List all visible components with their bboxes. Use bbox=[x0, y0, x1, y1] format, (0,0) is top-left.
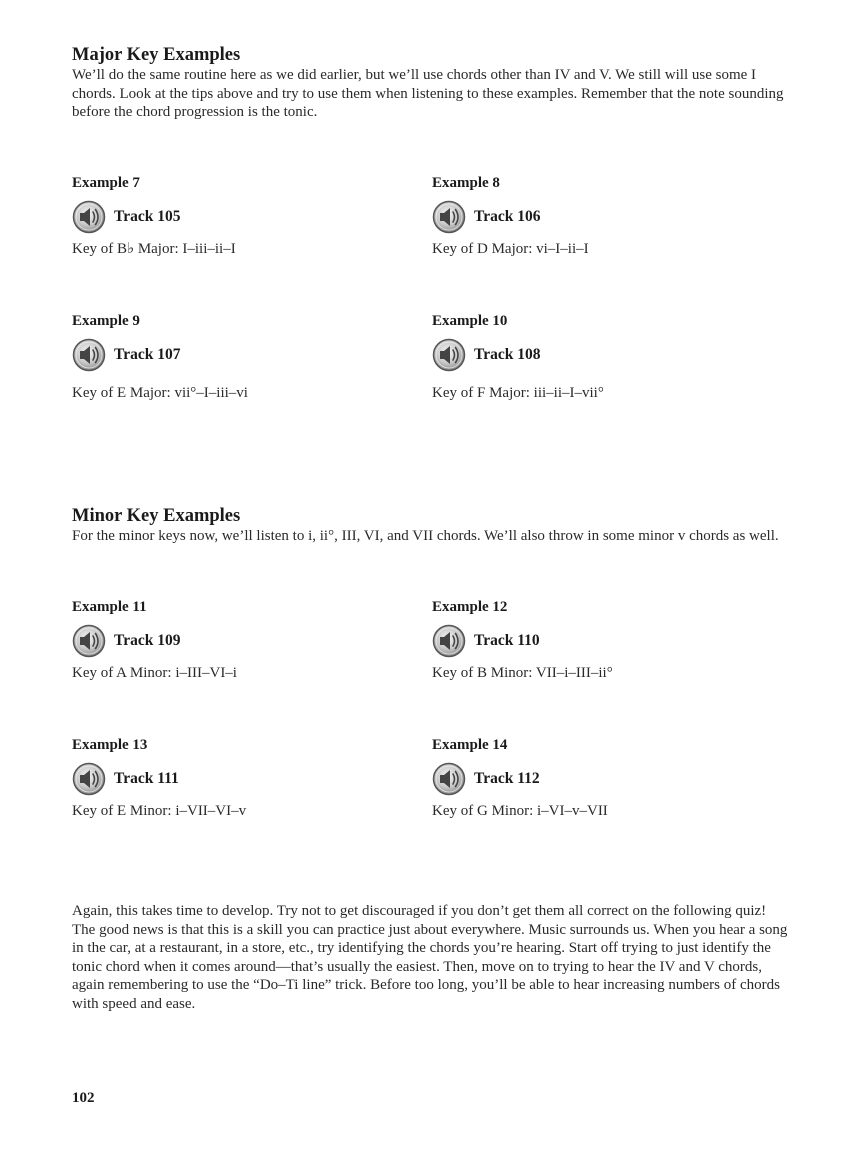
closing-paragraph: Again, this takes time to develop. Try not to get discouraged if you don’t get them all correct on the following quiz! The good news is that this is a skill you can practice just about everywhere. Music surrounds us. When you hear a song in the car, at a restaurant, in a store, etc., try identifying the chords you’re hearing. Start off trying to just identify the tonic chord when it comes around—that’s usually the easiest. Then, move on to trying to hear the IV and V chords, again remembering to use the “Do–Ti line” trick. Before too long, you’ll be able to hear increasing numbers of chords with speed and ease. bbox=[72, 903, 788, 1012]
key-progression: Key of G Minor: i–VI–v–VII bbox=[432, 803, 608, 819]
example-title: Example 14 bbox=[432, 737, 508, 753]
page-number: 102 bbox=[72, 1090, 95, 1106]
track-row[interactable] bbox=[432, 338, 772, 372]
track-row[interactable] bbox=[72, 762, 412, 796]
track-label[interactable]: Track 106 bbox=[474, 208, 541, 225]
section-heading: Minor Key Examples bbox=[72, 506, 241, 526]
track-row[interactable] bbox=[72, 338, 412, 372]
key-progression: Key of A Minor: i–III–VI–i bbox=[72, 665, 237, 681]
key-progression: Key of B Minor: VII–i–III–ii° bbox=[432, 665, 613, 681]
track-row[interactable] bbox=[72, 200, 412, 234]
track-label[interactable]: Track 105 bbox=[114, 208, 181, 225]
speaker-icon[interactable] bbox=[432, 338, 466, 372]
section-intro: We’ll do the same routine here as we did earlier, but we’ll use chords other than IV and V. We still will use some I chords. Look at the tips above and try to use them when listening to these examples. Remember that the note sounding before the chord progression is the tonic. bbox=[72, 67, 784, 121]
example-title: Example 11 bbox=[72, 599, 147, 615]
example-title: Example 9 bbox=[72, 313, 140, 329]
section-intro: For the minor keys now, we’ll listen to i, ii°, III, VI, and VII chords. We’ll also throw in some minor v chords as well. bbox=[72, 528, 779, 544]
track-label[interactable]: Track 110 bbox=[474, 632, 540, 649]
key-progression: Key of E Major: vii°–I–iii–vi bbox=[72, 385, 248, 401]
example-block bbox=[432, 174, 772, 258]
track-row[interactable] bbox=[72, 624, 412, 658]
major-key-section bbox=[72, 44, 792, 122]
speaker-icon[interactable] bbox=[72, 338, 106, 372]
example-block bbox=[72, 174, 412, 258]
section-heading: Major Key Examples bbox=[72, 45, 241, 65]
example-title: Example 10 bbox=[432, 313, 508, 329]
key-progression: Key of B♭ Major: I–iii–ii–I bbox=[72, 241, 236, 257]
track-label[interactable]: Track 107 bbox=[114, 346, 181, 363]
speaker-icon[interactable] bbox=[432, 762, 466, 796]
track-row[interactable] bbox=[432, 200, 772, 234]
example-block bbox=[72, 598, 412, 682]
key-progression: Key of F Major: iii–ii–I–vii° bbox=[432, 385, 604, 401]
example-block bbox=[432, 736, 772, 820]
track-label[interactable]: Track 108 bbox=[474, 346, 541, 363]
speaker-icon[interactable] bbox=[432, 200, 466, 234]
example-title: Example 12 bbox=[432, 599, 508, 615]
speaker-icon[interactable] bbox=[72, 624, 106, 658]
speaker-icon[interactable] bbox=[432, 624, 466, 658]
key-progression: Key of D Major: vi–I–ii–I bbox=[432, 241, 589, 257]
minor-key-section bbox=[72, 505, 792, 546]
key-progression: Key of E Minor: i–VII–VI–v bbox=[72, 803, 247, 819]
speaker-icon[interactable] bbox=[72, 200, 106, 234]
example-title: Example 8 bbox=[432, 175, 500, 191]
example-title: Example 7 bbox=[72, 175, 140, 191]
track-label[interactable]: Track 111 bbox=[114, 770, 179, 787]
track-row[interactable] bbox=[432, 762, 772, 796]
example-block bbox=[72, 312, 412, 402]
track-label[interactable]: Track 109 bbox=[114, 632, 181, 649]
example-block bbox=[72, 736, 412, 820]
example-block bbox=[432, 598, 772, 682]
track-label[interactable]: Track 112 bbox=[474, 770, 540, 787]
example-block bbox=[432, 312, 772, 402]
speaker-icon[interactable] bbox=[72, 762, 106, 796]
example-title: Example 13 bbox=[72, 737, 148, 753]
track-row[interactable] bbox=[432, 624, 772, 658]
